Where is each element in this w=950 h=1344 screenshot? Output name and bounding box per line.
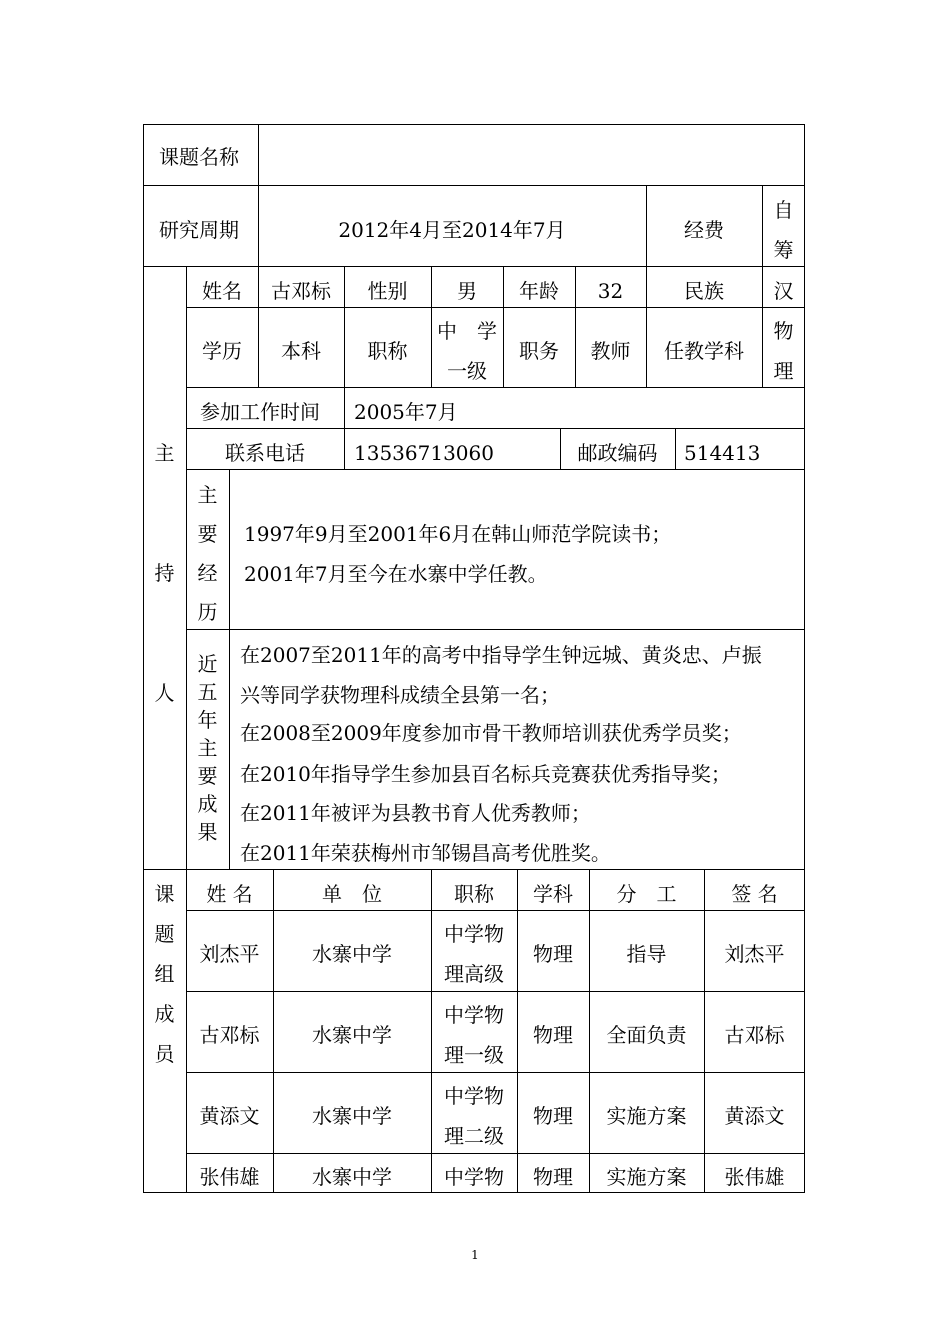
period-value: 2012年4月至2014年7月 — [338, 218, 566, 242]
subject-value-2: 理 — [773, 359, 794, 383]
member-unit: 水寨中学 — [312, 942, 392, 966]
col-line — [344, 387, 345, 469]
member-sign: 刘杰平 — [724, 942, 785, 966]
achievement-label-char: 果 — [197, 820, 218, 844]
members-side-char: 组 — [154, 962, 175, 986]
member-subject: 物理 — [533, 1104, 573, 1128]
member-role: 实施方案 — [606, 1165, 687, 1189]
position-value: 教师 — [590, 339, 631, 363]
achievement-line: 在2008至2009年度参加市骨干教师培训获优秀学员奖； — [240, 721, 742, 745]
row-line — [143, 266, 805, 267]
column-header: 学科 — [533, 882, 573, 906]
row-line — [186, 307, 805, 308]
edu-label: 学历 — [202, 339, 242, 363]
row-line — [143, 185, 805, 186]
member-name: 古邓标 — [199, 1023, 260, 1047]
name-label: 姓名 — [202, 279, 242, 303]
title-value-1: 中 学 — [437, 319, 497, 343]
row-line — [186, 469, 805, 470]
achievement-line: 在2011年被评为县教书育人优秀教师； — [240, 801, 591, 825]
experience-label-char: 主 — [197, 483, 218, 507]
row-line — [143, 869, 805, 870]
achievement-line: 在2010年指导学生参加县百名标兵竞赛获优秀指导奖； — [240, 762, 731, 786]
member-title: 中学物 — [444, 1165, 504, 1189]
column-header: 单 位 — [322, 882, 382, 906]
period-label: 研究周期 — [159, 218, 239, 242]
member-sign: 张伟雄 — [724, 1165, 785, 1189]
page-number: 1 — [471, 1248, 479, 1262]
ethnic-label: 民族 — [684, 279, 724, 303]
col-line — [675, 428, 676, 469]
row-line — [186, 991, 805, 992]
title-label: 职称 — [367, 339, 408, 363]
achievement-line: 在2011年荣获梅州市邹锡昌高考优胜奖。 — [240, 841, 611, 865]
members-side-char: 成 — [154, 1002, 175, 1026]
zip-label: 邮政编码 — [577, 441, 658, 465]
host-side-label-1: 主 — [154, 441, 175, 465]
member-unit: 水寨中学 — [312, 1165, 392, 1189]
experience-line: 1997年9月至2001年6月在韩山师范学院读书； — [244, 522, 672, 546]
work-label: 参加工作时间 — [200, 400, 320, 424]
edu-value: 本科 — [281, 339, 321, 363]
members-side-char: 课 — [154, 882, 175, 906]
member-name: 刘杰平 — [199, 942, 260, 966]
row-line — [186, 1072, 805, 1073]
member-title: 中学物 — [444, 922, 504, 946]
gender-value: 男 — [457, 279, 477, 303]
member-name: 黄添文 — [199, 1104, 260, 1128]
member-sign: 黄添文 — [724, 1104, 785, 1128]
host-side-label-2: 持 — [154, 561, 175, 585]
members-side-char: 题 — [154, 922, 175, 946]
topic-label: 课题名称 — [159, 145, 239, 169]
subject-label: 任教学科 — [664, 339, 744, 363]
achievement-label-char: 主 — [197, 736, 218, 760]
member-subject: 物理 — [533, 1023, 573, 1047]
achievement-label-char: 年 — [197, 708, 218, 732]
row-line — [186, 910, 805, 911]
title-value-2: 一级 — [447, 359, 487, 383]
subject-value-1: 物 — [773, 319, 794, 343]
col-line — [258, 124, 259, 267]
achievement-line: 兴等同学获物理科成绩全县第一名； — [240, 683, 560, 707]
member-title: 中学物 — [444, 1003, 504, 1027]
column-header: 姓 名 — [206, 882, 253, 906]
age-label: 年龄 — [519, 279, 559, 303]
host-side-label-3: 人 — [154, 681, 175, 705]
experience-label-char: 要 — [197, 522, 218, 546]
member-unit: 水寨中学 — [312, 1104, 392, 1128]
achievement-line: 在2007至2011年的高考中指导学生钟远城、黄炎忠、卢振 — [240, 643, 762, 667]
funding-label: 经费 — [684, 218, 724, 242]
member-unit: 水寨中学 — [312, 1023, 392, 1047]
funding-value-1: 自 — [773, 198, 794, 222]
name-value: 古邓标 — [271, 279, 331, 303]
column-header: 职称 — [454, 882, 494, 906]
member-subject: 物理 — [533, 1165, 573, 1189]
experience-line: 2001年7月至今在水寨中学任教。 — [244, 562, 548, 586]
member-subject: 物理 — [533, 942, 573, 966]
member-title: 中学物 — [444, 1084, 504, 1108]
zip-value: 514413 — [684, 441, 761, 465]
achievement-label-char: 近 — [197, 652, 218, 676]
member-title: 理一级 — [444, 1043, 504, 1067]
phone-label: 联系电话 — [225, 441, 305, 465]
funding-value-2: 筹 — [773, 238, 794, 262]
member-role: 全面负责 — [606, 1023, 687, 1047]
achievement-label-char: 五 — [197, 680, 218, 704]
member-name: 张伟雄 — [199, 1165, 260, 1189]
ethnic-value: 汉 — [773, 279, 794, 303]
work-value: 2005年7月 — [354, 400, 458, 424]
col-line — [229, 469, 230, 869]
age-value: 32 — [597, 279, 624, 303]
achievement-label-char: 成 — [197, 792, 218, 816]
member-title: 理二级 — [444, 1124, 504, 1148]
achievement-label-char: 要 — [197, 764, 218, 788]
member-title: 理高级 — [444, 962, 504, 986]
experience-label-char: 历 — [197, 600, 218, 624]
member-role: 指导 — [626, 942, 667, 966]
row-line — [186, 1153, 805, 1154]
row-line — [186, 387, 805, 388]
phone-value: 13536713060 — [354, 441, 494, 465]
row-line — [186, 428, 805, 429]
member-role: 实施方案 — [606, 1104, 687, 1128]
row-line — [186, 629, 805, 630]
column-header: 分 工 — [616, 882, 677, 906]
member-sign: 古邓标 — [724, 1023, 785, 1047]
gender-label: 性别 — [367, 279, 408, 303]
members-side-char: 员 — [154, 1042, 175, 1066]
column-header: 签 名 — [731, 882, 778, 906]
position-label: 职务 — [519, 339, 559, 363]
experience-label-char: 经 — [197, 561, 218, 585]
